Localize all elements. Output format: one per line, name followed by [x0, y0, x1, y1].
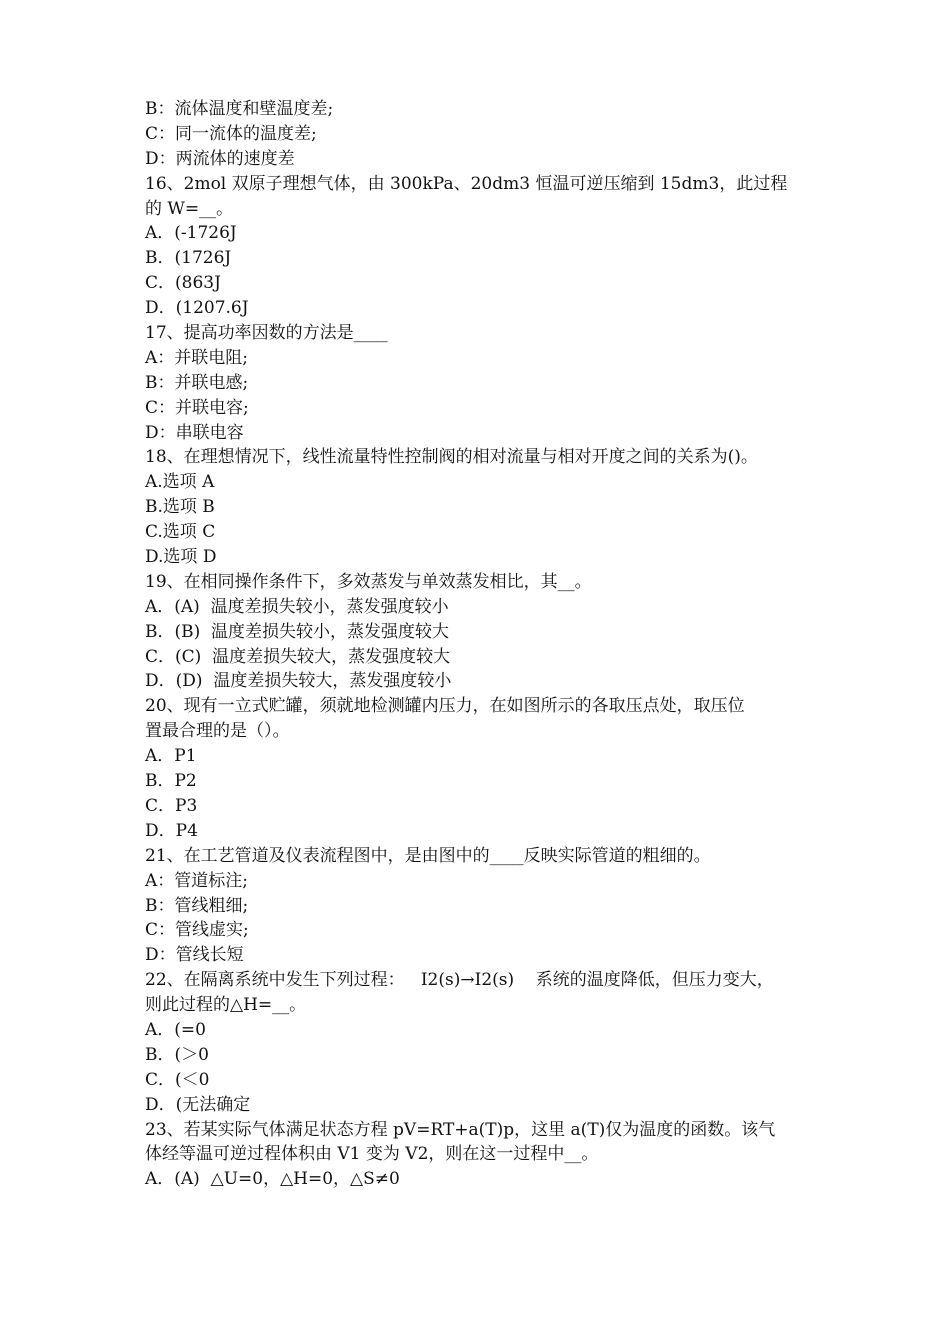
question-16-line-2: 的 W=__。 — [145, 198, 234, 219]
option-line: A．P1 — [145, 746, 197, 767]
option-line: B.选项 B — [145, 497, 215, 518]
option-line: D．(1207.6J — [145, 298, 249, 319]
option-line: C．P3 — [145, 795, 198, 816]
text-line: B：流体温度和壁温度差; — [145, 99, 334, 119]
option-line: D：串联电容 — [145, 422, 244, 443]
option-line: B：管线粗细; — [145, 895, 249, 916]
option-line: C.选项 C — [145, 522, 216, 543]
option-line: B．(1726J — [145, 248, 232, 269]
text-line: D：两流体的速度差 — [145, 148, 295, 169]
option-line: B．(＞0 — [145, 1044, 209, 1065]
option-line: A：并联电阻; — [145, 347, 249, 368]
question-20-line-2: 置最合理的是（）。 — [145, 721, 290, 742]
question-18: 18、在理想情况下，线性流量特性控制阀的相对流量与相对开度之间的关系为()。 — [145, 447, 758, 468]
option-line: B．(B) 温度差损失较小，蒸发强度较大 — [145, 621, 450, 642]
question-23-line-2: 体经等温可逆过程体积由 V1 变为 V2，则在这一过程中__。 — [145, 1144, 599, 1165]
question-20-line-1: 20、现有一立式贮罐，须就地检测罐内压力，在如图所示的各取压点处，取压位 — [145, 696, 745, 717]
option-line: D．P4 — [145, 820, 198, 841]
option-line: C：并联电容; — [145, 397, 249, 418]
option-line: A．(A) △U=0，△H=0，△S≠0 — [145, 1169, 400, 1190]
option-line: C．(C) 温度差损失较大，蒸发强度较大 — [145, 646, 451, 667]
option-line: A：管道标注; — [145, 870, 249, 891]
option-line: B：并联电感; — [145, 372, 249, 393]
option-line: D．(D) 温度差损失较大，蒸发强度较小 — [145, 671, 452, 692]
option-line: A．(=0 — [145, 1019, 206, 1040]
question-21: 21、在工艺管道及仪表流程图中，是由图中的____反映实际管道的粗细的。 — [145, 845, 711, 866]
question-22-line-2: 则此过程的△H=__。 — [145, 995, 307, 1016]
text-line: C：同一流体的温度差; — [145, 123, 317, 144]
question-22-line-1: 22、在隔离系统中发生下列过程： I2(s)→I2(s) 系统的温度降低，但压力变大， — [145, 970, 774, 991]
option-line: B．P2 — [145, 771, 197, 792]
document-body — [145, 97, 825, 1192]
option-line: A．(-1726J — [145, 223, 237, 244]
option-line: D．(无法确定 — [145, 1094, 251, 1115]
question-16-line-1: 16、2mol 双原子理想气体，由 300kPa、20dm3 恒温可逆压缩到 15dm3，此过程 — [145, 173, 788, 194]
question-23-line-1: 23、若某实际气体满足状态方程 pV=RT+a(T)p，这里 a(T)仅为温度的函数。该气 — [145, 1119, 776, 1140]
option-line: C．(＜0 — [145, 1069, 210, 1090]
option-line: D.选项 D — [145, 547, 217, 568]
option-line: D：管线长短 — [145, 945, 244, 966]
option-line: A.选项 A — [145, 472, 215, 493]
option-line: A．(A) 温度差损失较小，蒸发强度较小 — [145, 596, 449, 617]
option-line: C：管线虚实; — [145, 920, 249, 941]
question-19: 19、在相同操作条件下，多效蒸发与单效蒸发相比，其__。 — [145, 571, 592, 592]
option-line: C．(863J — [145, 273, 221, 294]
question-17: 17、提高功率因数的方法是____ — [145, 323, 388, 344]
